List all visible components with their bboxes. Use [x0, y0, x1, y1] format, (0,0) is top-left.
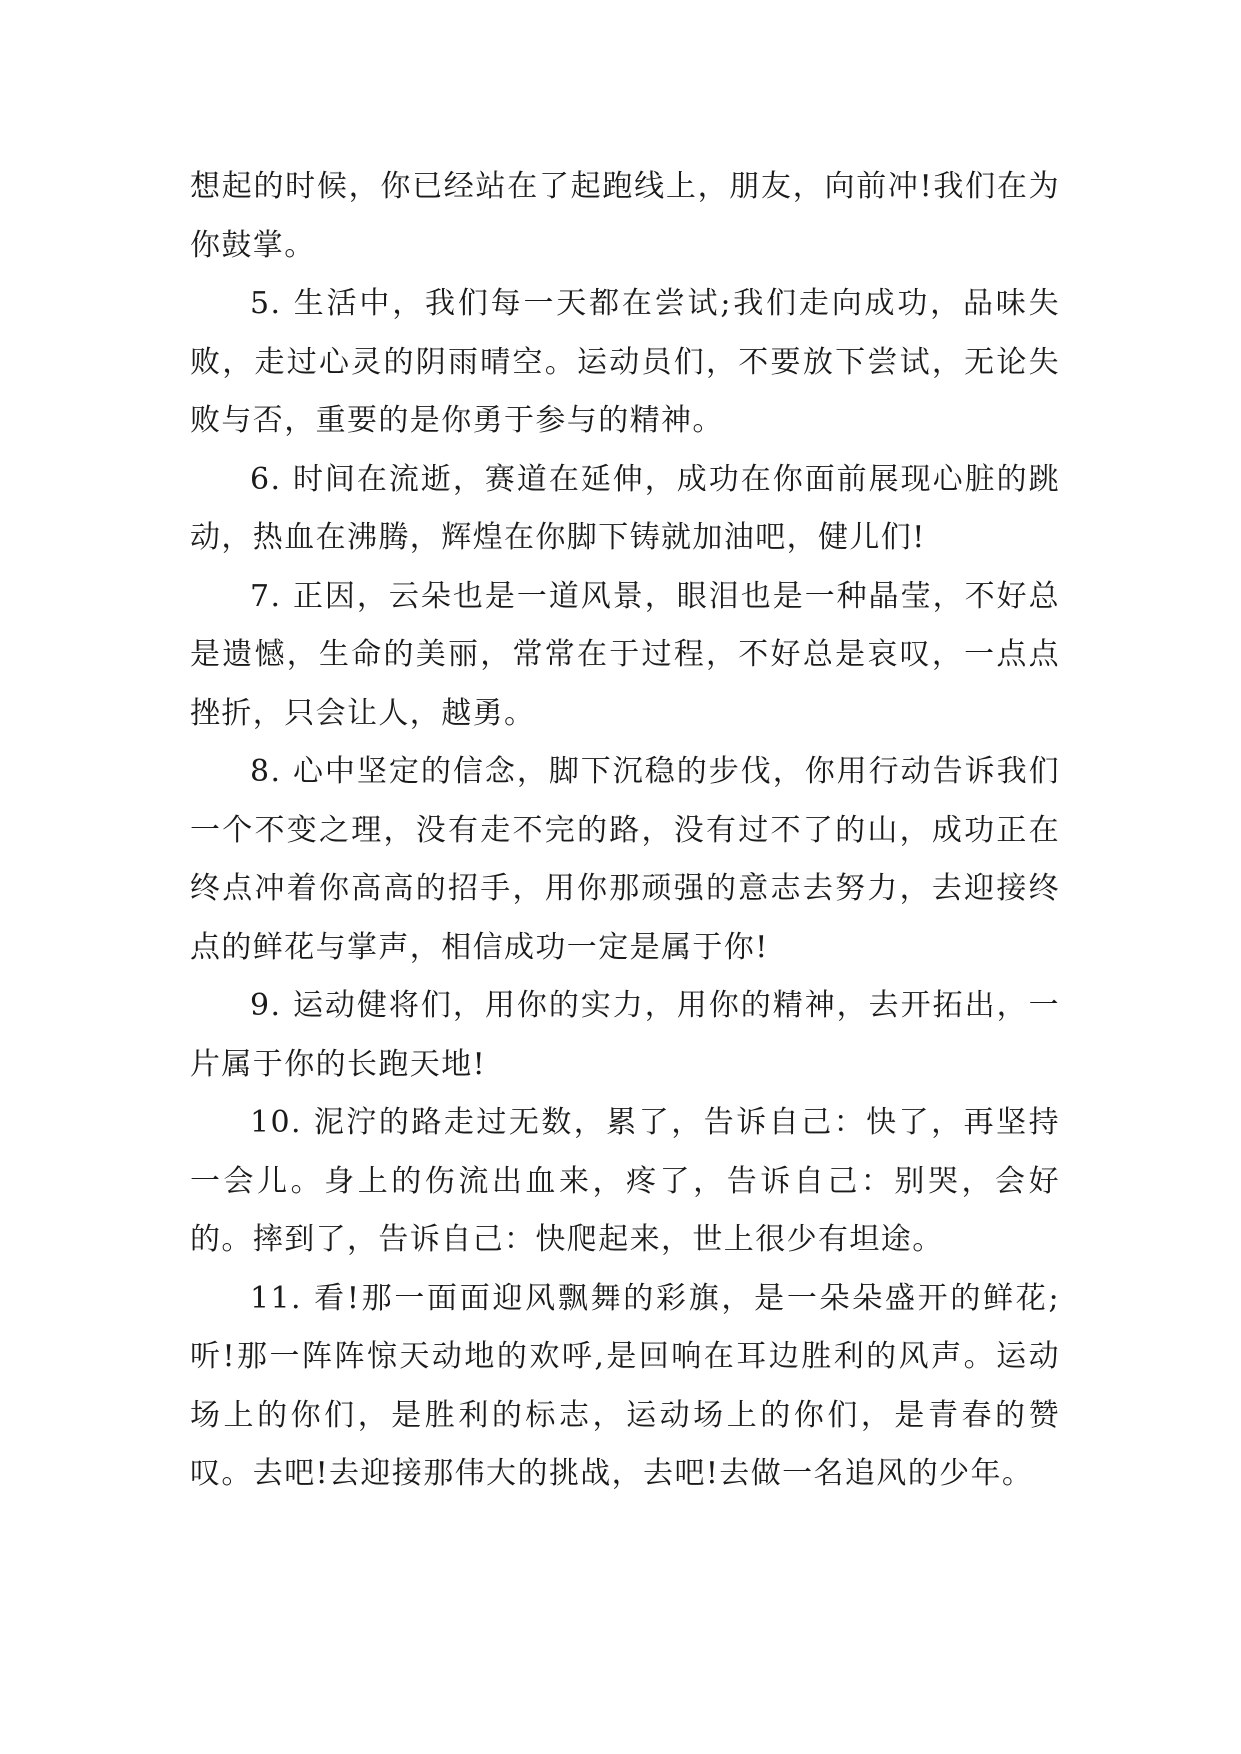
paragraph-9: 9. 运动健将们，用你的实力，用你的精神，去开拓出，一片属于你的长跑天地!: [190, 988, 1060, 1082]
paragraph-8: 8. 心中坚定的信念，脚下沉稳的步伐，你用行动告诉我们一个不变之理，没有走不完的路，没有过不了的山，成功正在终点冲着你高高的招手，用你那顽强的意志去努力，去迎接终点的鲜花与掌声，相信成功一定是属于你!: [190, 754, 1060, 965]
paragraph-continued: 想起的时候，你已经站在了起跑线上，朋友，向前冲!我们在为你鼓掌。: [190, 169, 1060, 263]
paragraph-11: 11. 看!那一面面迎风飘舞的彩旗，是一朵朵盛开的鲜花;听!那一阵阵惊天动地的欢呼,是回响在耳边胜利的风声。运动场上的你们，是胜利的标志，运动场上的你们，是青春的赞叹。去吧!去迎接那伟大的挑战，去吧!去做一名追风的少年。: [190, 1280, 1060, 1491]
paragraph-10: 10. 泥泞的路走过无数，累了，告诉自己：快了，再坚持一会儿。身上的伤流出血来，疼了，告诉自己：别哭，会好的。摔到了，告诉自己：快爬起来，世上很少有坦途。: [190, 1105, 1060, 1257]
paragraph-6: 6. 时间在流逝，赛道在延伸，成功在你面前展现心脏的跳动，热血在沸腾，辉煌在你脚下铸就加油吧，健儿们!: [190, 461, 1060, 555]
paragraph-5: 5. 生活中，我们每一天都在尝试;我们走向成功，品味失败，走过心灵的阴雨晴空。运动员们，不要放下尝试，无论失败与否，重要的是你勇于参与的精神。: [190, 286, 1060, 438]
paragraph-7: 7. 正因，云朵也是一道风景，眼泪也是一种晶莹，不好总是遗憾，生命的美丽，常常在于过程，不好总是哀叹，一点点挫折，只会让人，越勇。: [190, 578, 1060, 731]
document-page: [190, 158, 1060, 1504]
